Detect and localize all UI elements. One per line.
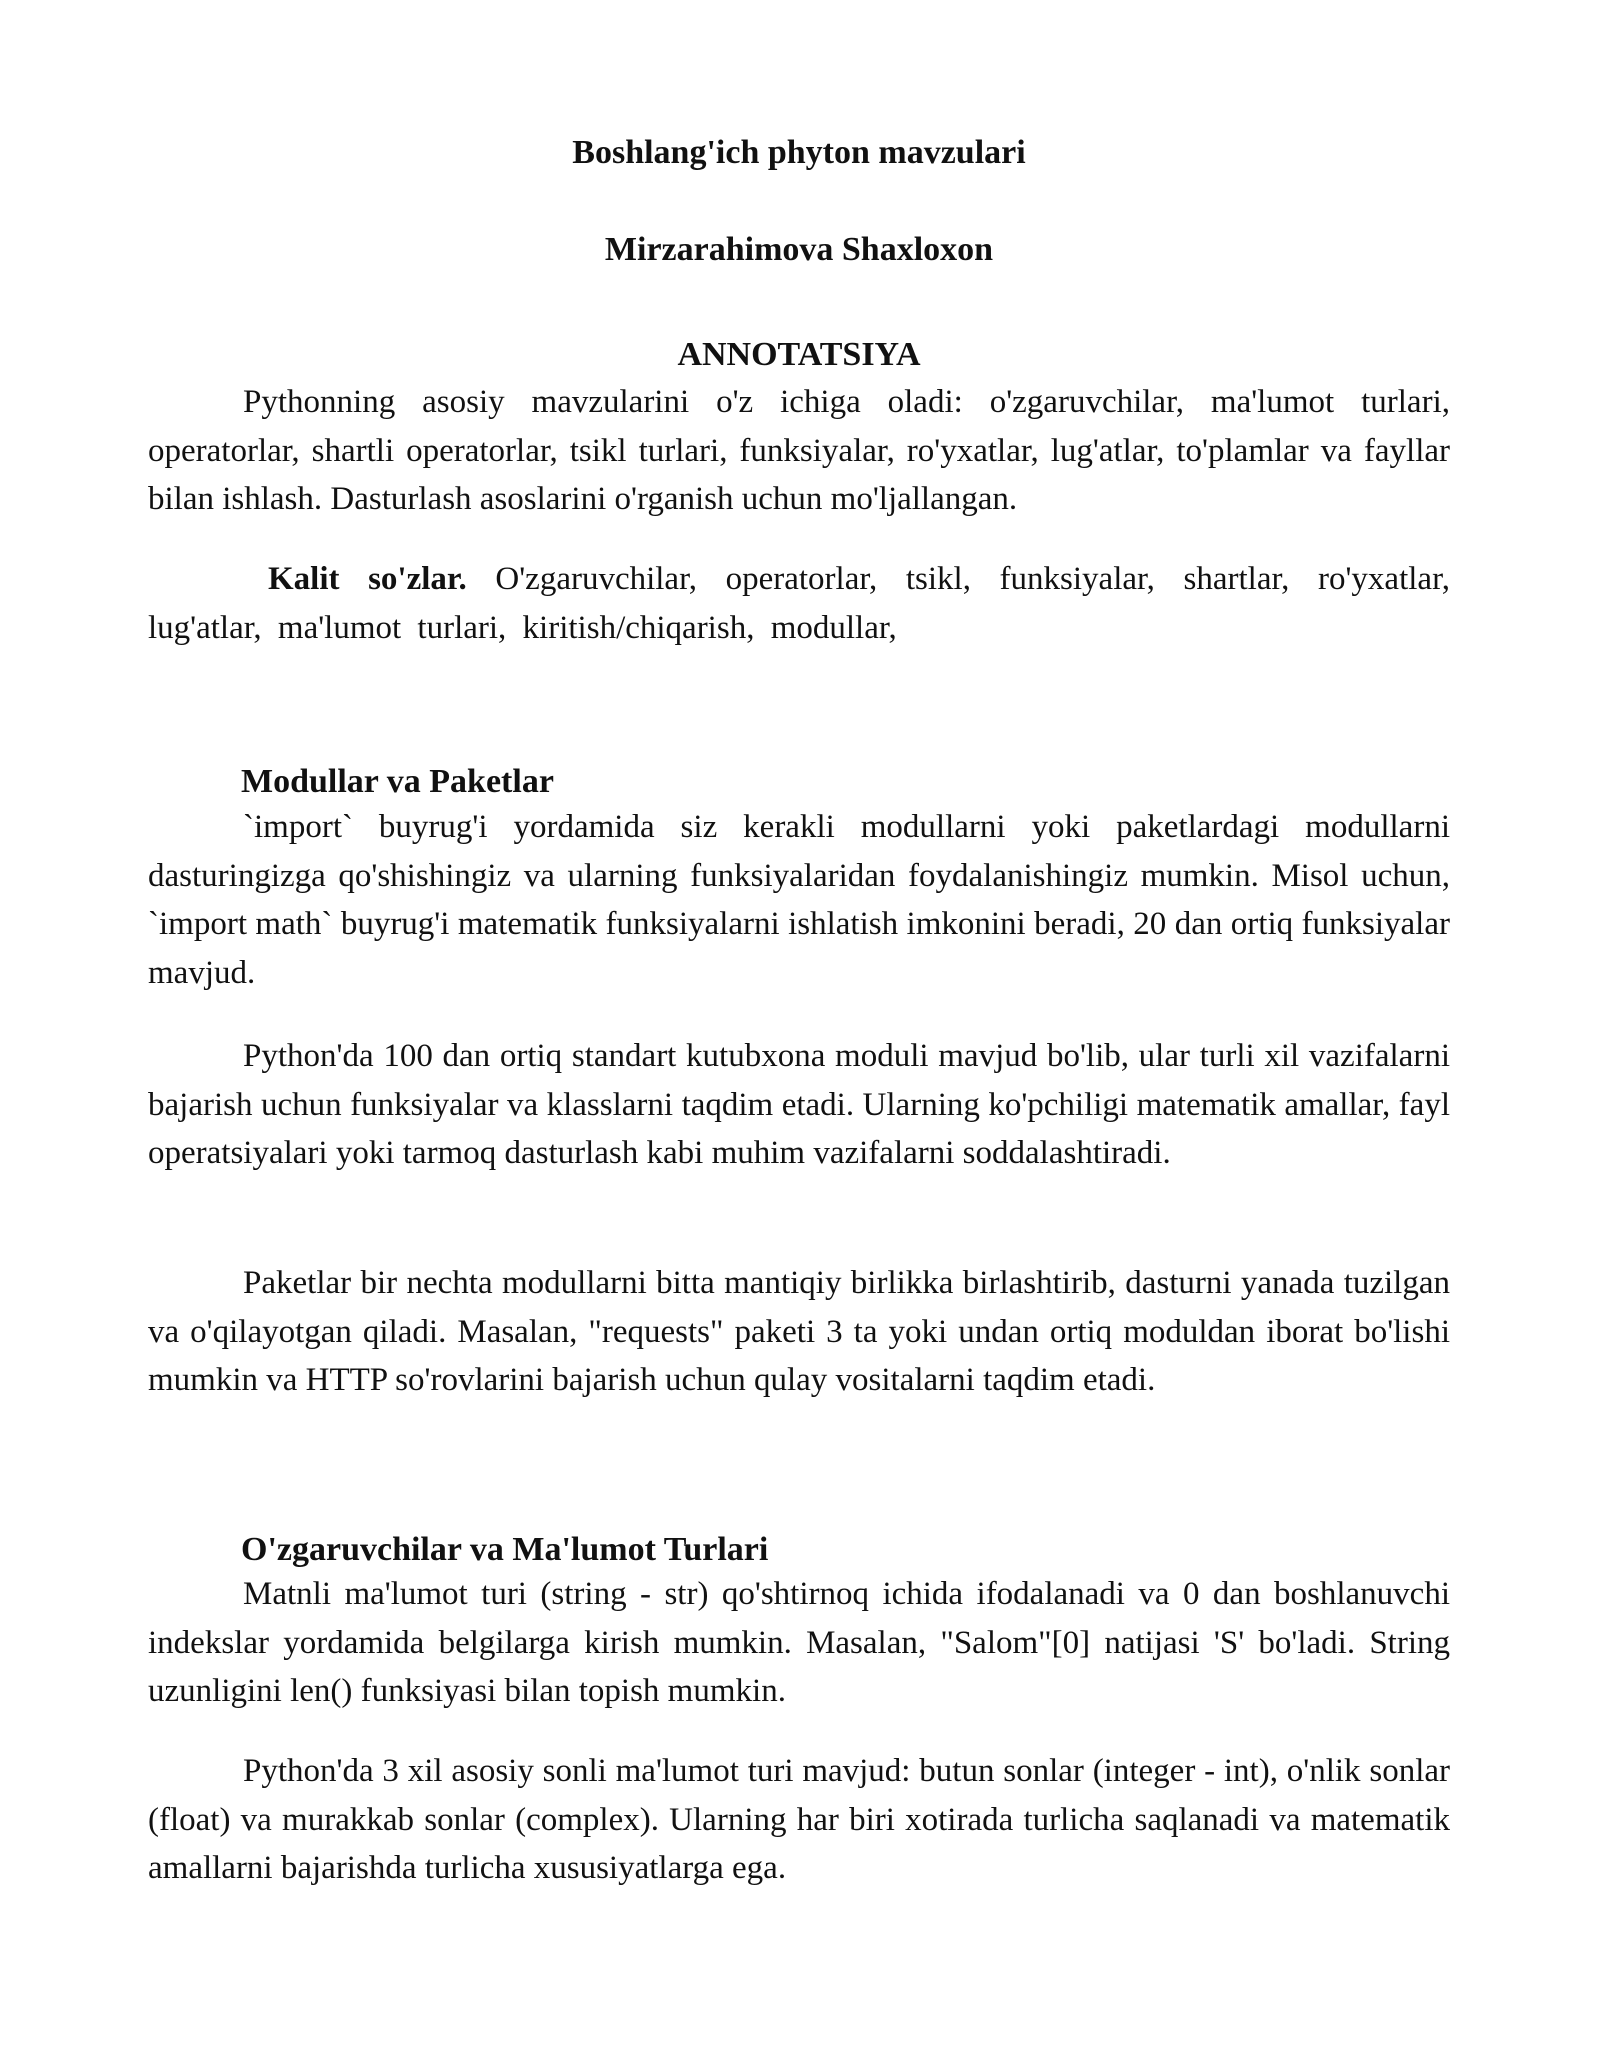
keywords-paragraph [148,555,1450,652]
section-paragraph: `import` buyrug'i yordamida siz kerakli modullarni yoki paketlardagi modullarni dasturingizga qo'shishingiz va ularning funksiyalaridan foydalanishingiz mumkin. Misol uchun, `import math` buyrug'i matematik funksiyalarni ishlatish imkonini beradi, 20 dan ortiq funksiyalar mavjud. [148,809,1450,991]
section-heading-modullar: Modullar va Paketlar [241,763,554,800]
document-author: Mirzarahimova Shaxloxon [604,231,994,268]
section-paragraph: Python'da 100 dan ortiq standart kutubxona moduli mavjud bo'lib, ular turli xil vazifalarni bajarish uchun funksiyalar va klasslarni taqdim etadi. Ularning ko'pchiligi matematik amallar, fayl operatsiyalari yoki tarmoq dasturlash kabi muhim vazifalarni soddalashtiradi. [148,1038,1450,1171]
abstract-heading: ANNOTATSIYA [677,336,921,373]
section-paragraph: Paketlar bir nechta modullarni bitta mantiqiy birlikka birlashtirib, dasturni yanada tuzilgan va o'qilayotgan qiladi. Masalan, "requests" paketi 3 ta yoki undan ortiq moduldan iborat bo'lishi mumkin va HTTP so'rovlarini bajarish uchun qulay vositalarni taqdim etadi. [148,1265,1450,1398]
keywords-text: O'zgaruvchilar, operatorlar, tsikl, funksiyalar, shartlar, ro'yxatlar, lug'atlar, ma'lumot turlari, kiritish/chiqarish, modullar, [148,561,1450,646]
document-title: Boshlang'ich phyton mavzulari [572,134,1026,171]
keywords-label: Kalit so'zlar. [268,561,467,597]
section-paragraph: Python'da 3 xil asosiy sonli ma'lumot turi mavjud: butun sonlar (integer - int), o'nlik sonlar (float) va murakkab sonlar (complex). Ularning har biri xotirada turlicha saqlanadi va matematik amallarni bajarishda turlicha xususiyatlarga ega. [148,1753,1450,1886]
abstract-paragraph: Pythonning asosiy mavzularini o'z ichiga oladi: o'zgaruvchilar, ma'lumot turlari, operatorlar, shartli operatorlar, tsikl turlari, funksiyalar, ro'yxatlar, lug'atlar, to'plamlar va fayllar bilan ishlash. Dasturlash asoslarini o'rganish uchun mo'ljallangan. [148,384,1450,517]
section-heading-ozgaruvchilar: O'zgaruvchilar va Ma'lumot Turlari [241,1531,769,1568]
section-paragraph: Matnli ma'lumot turi (string - str) qo'shtirnoq ichida ifodalanadi va 0 dan boshlanuvchi indekslar yordamida belgilarga kirish mumkin. Masalan, "Salom"[0] natijasi 'S' bo'ladi. String uzunligini len() funksiyasi bilan topish mumkin. [148,1576,1450,1709]
